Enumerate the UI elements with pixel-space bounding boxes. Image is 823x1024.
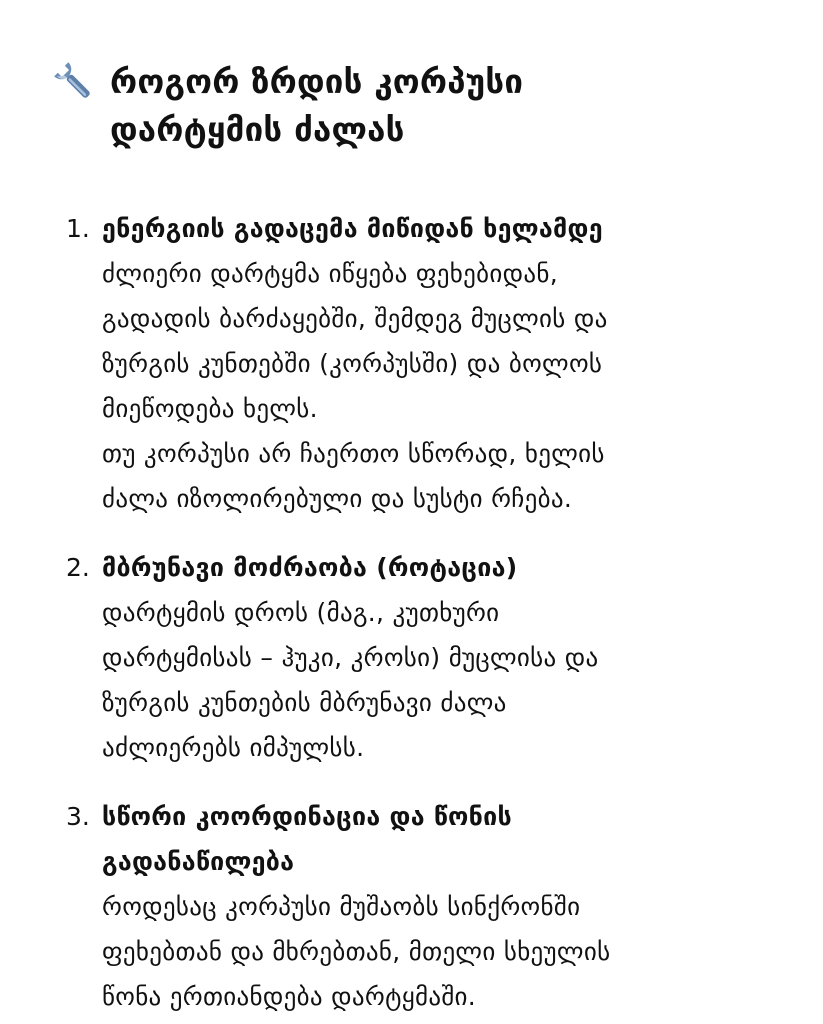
- item-body: [102, 251, 783, 521]
- item-body: [102, 590, 783, 770]
- body-line: ძლიერი დარტყმა იწყება ფეხებიდან,: [102, 259, 558, 288]
- list-item: [52, 206, 783, 521]
- list-number: 1.: [66, 214, 90, 243]
- numbered-list: [52, 206, 783, 1019]
- list-item: [52, 545, 783, 770]
- heading-line: სწორი კოორდინაცია და წონის: [102, 802, 513, 831]
- body-line: როდესაც კორპუსი მუშაობს სინქრონში: [102, 892, 581, 921]
- list-number: 3.: [66, 802, 90, 831]
- body-line: აძლიერებს იმპულსს.: [102, 733, 365, 762]
- item-heading: [102, 545, 783, 590]
- body-line: წონა ერთიანდება დარტყმაში.: [102, 982, 477, 1011]
- heading-line: გადანაწილება: [102, 847, 295, 876]
- page-title: [52, 58, 783, 154]
- title-text: [110, 58, 523, 154]
- title-line: როგორ ზრდის კორპუსი: [110, 62, 524, 101]
- title-line: დარტყმის ძალას: [110, 110, 405, 149]
- body-line: ძალა იზოლირებული და სუსტი რჩება.: [102, 484, 573, 513]
- body-line: გადადის ბარძაყებში, შემდეგ მუცლის და: [102, 304, 608, 333]
- item-heading: [102, 794, 783, 884]
- wrench-icon: [52, 60, 96, 104]
- body-line: თუ კორპუსი არ ჩაერთო სწორად, ხელის: [102, 439, 605, 468]
- heading-line: ენერგიის გადაცემა მიწიდან ხელამდე: [102, 214, 603, 243]
- item-body: [102, 884, 783, 1019]
- body-line: ზურგის კუნთებში (კორპუსში) და ბოლოს: [102, 349, 603, 378]
- body-line: ფეხებთან და მხრებთან, მთელი სხეულის: [102, 937, 611, 966]
- heading-line: მბრუნავი მოძრაობა (როტაცია): [102, 553, 518, 582]
- list-number: 2.: [66, 553, 90, 582]
- body-line: დარტყმისას – ჰუკი, კროსი) მუცლისა და: [102, 643, 599, 672]
- body-line: დარტყმის დროს (მაგ., კუთხური: [102, 598, 500, 627]
- body-line: მიეწოდება ხელს.: [102, 394, 318, 423]
- item-heading: [102, 206, 783, 251]
- list-item: [52, 794, 783, 1019]
- body-line: ზურგის კუნთების მბრუნავი ძალა: [102, 688, 507, 717]
